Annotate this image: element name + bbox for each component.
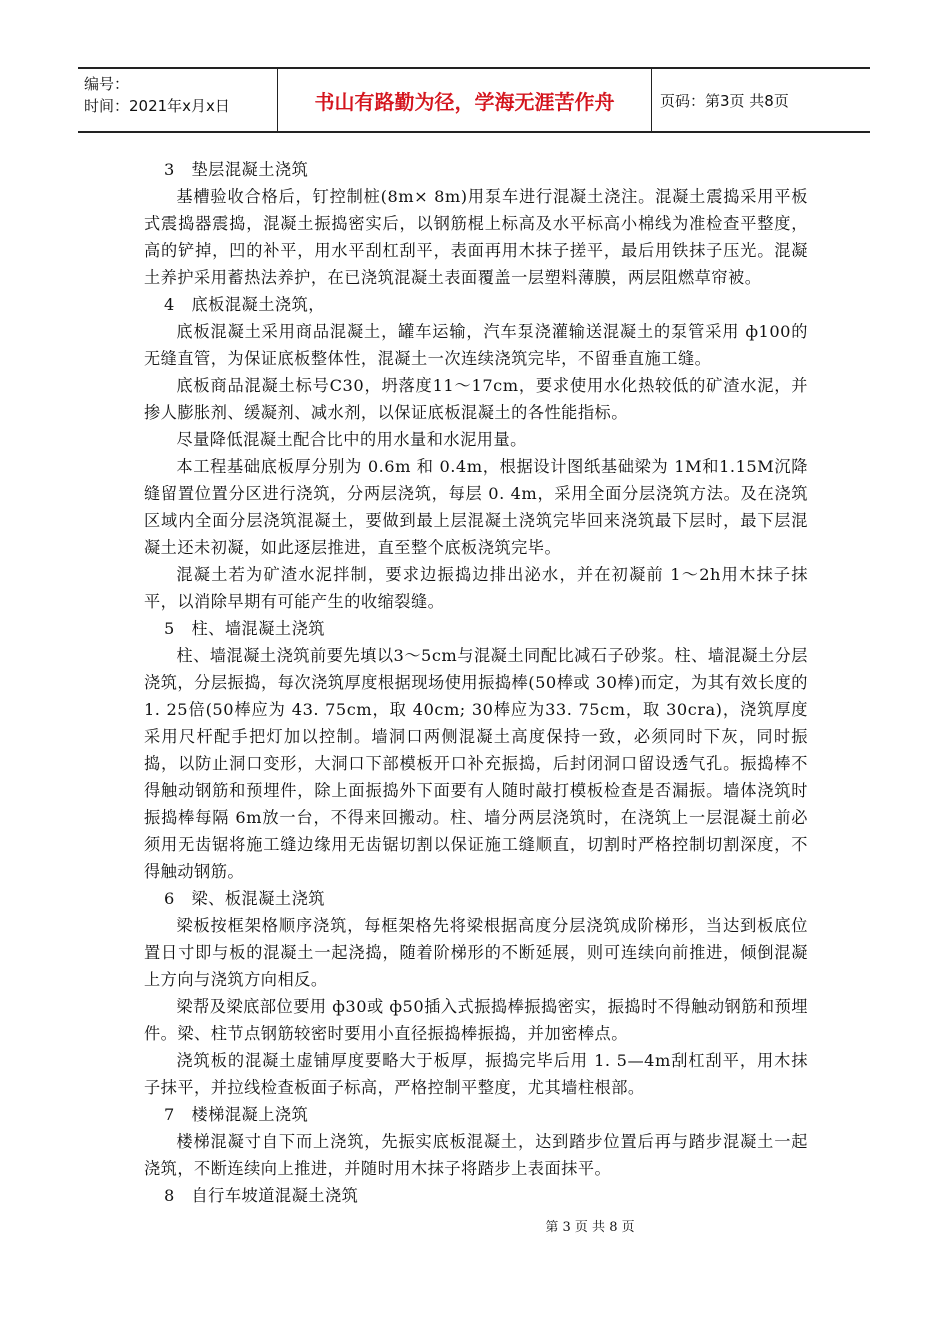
paragraph: 本工程基础底板厚分别为 0.6m 和 0.4m，根据设计图纸基础梁为 1M和1.15M沉降缝留置位置分区进行浇筑，分两层浇筑，每层 0. 4m，采用全面分层浇筑方法。及在浇筑区域内全面分层浇筑混凝土，要做到最上层混凝土浇筑完毕回来浇筑最下层时，最下层混凝土还未初凝，如此逐层推进，直至整个底板浇筑完毕。: [144, 457, 808, 557]
page-footer: 第 3 页 共 8 页: [545, 1220, 635, 1235]
paragraph: 底板混凝土采用商品混凝土，罐车运输，汽车泵浇灌输送混凝土的泵管采用 ф100的无缝直管，为保证底板整体性，混凝土一次连续浇筑完毕，不留垂直施工缝。: [144, 322, 808, 368]
section-heading: 7 楼梯混凝上浇筑: [164, 1105, 309, 1124]
section-heading: 3 垫层混凝土浇筑: [164, 160, 309, 179]
header-motto: 书山有路勤为径，学海无涯苦作舟: [278, 69, 652, 131]
paragraph: 混凝土若为矿渣水泥拌制，要求边振捣边排出泌水，并在初凝前 1～2h用木抹子抹平，以消除早期有可能产生的收缩裂缝。: [144, 565, 808, 611]
page-header: [78, 67, 870, 133]
paragraph: 浇筑板的混凝土虚铺厚度要略大于板厚，振捣完毕后用 1. 5—4m刮杠刮平，用木抹子抹平，并拉线检查板面子标高，严格控制平整度，尤其墙柱根部。: [144, 1051, 808, 1097]
section-heading: 5 柱、墙混凝土浇筑: [164, 619, 325, 638]
doc-time-label: 时间：2021年x月x日: [84, 97, 230, 115]
header-page-info: 页码：第3页 共8页: [660, 91, 789, 110]
header-meta: [78, 69, 278, 131]
paragraph: 底板商品混凝土标号C30，坍落度11～17cm，要求使用水化热较低的矿渣水泥，并掺人膨胀剂、缓凝剂、减水剂，以保证底板混凝土的各性能指标。: [144, 376, 808, 422]
section-heading: 6 梁、板混凝土浇筑: [164, 889, 325, 908]
paragraph: 基槽验收合格后，钉控制桩(8m× 8m)用泵车进行混凝土浇注。混凝土震捣采用平板式震捣器震捣，混凝土振捣密实后，以钢筋棍上标高及水平标高小棉线为准检查平整度，高的铲掉，凹的补平，用水平刮杠刮平，表面再用木抹子搓平，最后用铁抹子压光。混凝土养护采用蓄热法养护，在已浇筑混凝土表面覆盖一层塑料薄膜，两层阻燃草帘被。: [144, 187, 808, 287]
document-body: [144, 156, 808, 1209]
paragraph: 楼梯混凝寸自下而上浇筑，先振实底板混凝土，达到踏步位置后再与踏步混凝土一起浇筑，不断连续向上推进，并随时用木抹子将踏步上表面抹平。: [144, 1132, 808, 1178]
paragraph: 梁帮及梁底部位要用 ф30或 ф50插入式振捣棒振捣密实，振捣时不得触动钢筋和预埋件。梁、柱节点钢筋较密时要用小直径振捣棒振捣，并加密棒点。: [144, 997, 808, 1043]
section-heading: 8 自行车坡道混凝土浇筑: [164, 1186, 359, 1205]
doc-number-label: 编号：: [84, 75, 130, 93]
paragraph: 梁板按框架格顺序浇筑，每框架格先将梁根据高度分层浇筑成阶梯形，当达到板底位置日寸即与板的混凝土一起浇捣，随着阶梯形的不断延展，则可连续向前推进，倾倒混凝上方向与浇筑方向相反。: [144, 916, 808, 989]
paragraph: 柱、墙混凝土浇筑前要先填以3～5cm与混凝土同配比减石子砂浆。柱、墙混凝土分层浇筑，分层振捣，每次浇筑厚度根据现场使用振捣棒(50棒或 30棒)而定，为其有效长度的 1. 25倍(50棒应为 43. 75cm，取 40cm; 30棒应为33. 75cm，取 30cra)，浇筑厚度采用尺杆配手把灯加以控制。墙洞口两侧混凝土高度保持一致，必须同时下灰，同时振捣，以防止洞口变形，大洞口下部模板开口补充振捣，后封闭洞口留设透气孔。振捣棒不得触动钢筋和预埋件，除上面振捣外下面要有人随时敲打模板检查是否漏振。墙体浇筑时振捣棒每隔 6m放一台，不得来回搬动。柱、墙分两层浇筑时，在浇筑上一层混凝土前必须用无齿锯将施工缝边缘用无齿锯切割以保证施工缝顺直，切割时严格控制切割深度，不得触动钢筋。: [144, 646, 808, 881]
section-heading: 4 底板混凝土浇筑，: [164, 295, 325, 314]
paragraph: 尽量降低混凝土配合比中的用水量和水泥用量。: [176, 430, 527, 449]
